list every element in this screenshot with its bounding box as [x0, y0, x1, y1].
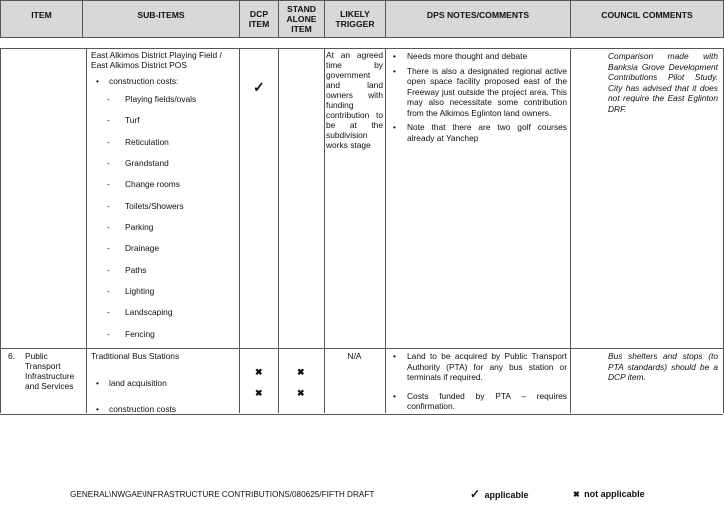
footer-legend-not-applicable	[573, 489, 645, 499]
header-dps-notes: DPS NOTES/COMMENTS	[385, 0, 571, 38]
row2-dps-notes	[389, 351, 567, 416]
bullet-icon: •	[393, 390, 396, 401]
cross-icon: ✖	[297, 367, 305, 377]
bullet-icon: •	[393, 65, 396, 76]
row1-trigger: At an agreed time by government and land owners with funding contribution to be at the subdivision works stage	[326, 50, 383, 150]
note-text: Land to be acquired by Public Transport Authority (PTA) for any bus station or terminals if required.	[407, 351, 567, 382]
list-item-label: Fencing	[125, 329, 155, 339]
row2-trigger: N/A	[347, 351, 362, 361]
list-item	[389, 391, 567, 412]
list-item: - Turf	[107, 115, 140, 125]
check-icon: ✓	[470, 487, 481, 501]
row2-bullet	[91, 404, 255, 415]
legend-not-applicable-label: not applicable	[584, 489, 645, 499]
list-item: - Lighting	[107, 286, 155, 296]
cross-icon: ✖	[573, 490, 580, 499]
row2-bullet-label: construction costs	[109, 404, 177, 414]
cross-icon: ✖	[297, 388, 305, 398]
bullet-icon: •	[393, 51, 396, 61]
row2-council-comment: Bus shelters and stops (to PTA standards) should be a DCP item.	[608, 351, 718, 382]
header-dcp-item: DCP ITEM	[239, 0, 279, 38]
check-icon: ✓	[253, 79, 265, 95]
divider	[570, 48, 571, 413]
bullet-icon: •	[96, 404, 99, 414]
list-item: - Landscaping	[107, 307, 173, 317]
divider	[0, 48, 1, 413]
list-item	[389, 351, 567, 383]
note-text: Costs funded by PTA – requires confirmation.	[407, 390, 567, 411]
list-item: - Parking	[107, 222, 154, 232]
list-item-label: Turf	[125, 115, 140, 125]
header-sub-items: SUB-ITEMS	[82, 0, 240, 38]
header-item: ITEM	[0, 0, 83, 38]
list-item-label: Playing fields/ovals	[125, 94, 197, 104]
list-item	[389, 66, 567, 119]
note-text: Needs more thought and debate	[407, 51, 528, 61]
list-item-label: Toilets/Showers	[125, 201, 184, 211]
list-item-label: Lighting	[125, 286, 155, 296]
note-text: Note that there are two golf courses already at Yanchep	[407, 122, 567, 143]
legend-applicable-label: applicable	[484, 490, 529, 500]
list-item: - Fencing	[107, 329, 155, 339]
row-divider	[0, 348, 723, 349]
list-item: - Playing fields/ovals	[107, 94, 197, 104]
row1-dps-notes	[389, 51, 567, 147]
list-item: - Paths	[107, 265, 147, 275]
list-item	[389, 51, 567, 62]
divider	[86, 48, 87, 413]
divider	[385, 48, 386, 413]
header-council-comments: COUNCIL COMMENTS	[570, 0, 724, 38]
list-item: - Change rooms	[107, 179, 180, 189]
list-item: - Toilets/Showers	[107, 201, 184, 211]
list-item: - Grandstand	[107, 158, 169, 168]
row2-item-number: 6.	[8, 351, 15, 361]
row1-bullet	[91, 76, 255, 87]
row1-sub-title: East Alkimos District Playing Field / East Alkimos District POS	[91, 50, 222, 70]
list-item-label: Change rooms	[125, 179, 180, 189]
bullet-icon: •	[393, 122, 396, 132]
divider	[278, 48, 279, 413]
header-stand-alone-item: STAND ALONE ITEM	[278, 0, 325, 38]
list-item: - Reticulation	[107, 137, 169, 147]
list-item: - Drainage	[107, 243, 159, 253]
footer-legend-applicable	[470, 487, 528, 501]
bullet-icon: •	[96, 76, 99, 86]
header-likely-trigger: LIKELY TRIGGER	[324, 0, 386, 38]
footer-path: GENERAL\NWGAE\INFRASTRUCTURE CONTRIBUTIONS/080625/FIFTH DRAFT	[70, 490, 375, 499]
list-item-label: Landscaping	[125, 307, 173, 317]
cross-icon: ✖	[255, 388, 263, 398]
bullet-icon: •	[96, 377, 99, 388]
cross-icon: ✖	[255, 367, 263, 377]
row1-council-comment: Comparison made with Banksia Grove Development Contributions Pilot Study. City has advised that it does not require the East Eglinton DRF.	[608, 51, 718, 114]
row2-bullet-label: land acquisition	[109, 377, 167, 388]
row2-bullet	[91, 378, 255, 389]
row1-bullet-label: construction costs:	[109, 76, 179, 86]
bullet-icon: •	[393, 351, 396, 361]
list-item	[389, 122, 567, 143]
list-item-label: Reticulation	[125, 137, 169, 147]
list-item-label: Paths	[125, 265, 147, 275]
list-item-label: Grandstand	[125, 158, 169, 168]
list-item-label: Drainage	[125, 243, 159, 253]
list-item-label: Parking	[125, 222, 154, 232]
row2-sub-title: Traditional Bus Stations	[91, 351, 180, 361]
note-text: There is also a designated regional active open space facility proposed east of the Freeway just outside the project area. This may also necessitate some contribution from the Alkimos Eglinton land owners.	[407, 65, 567, 118]
divider	[239, 48, 240, 413]
row2-item-label: Public Transport Infrastructure and Services	[25, 351, 75, 391]
